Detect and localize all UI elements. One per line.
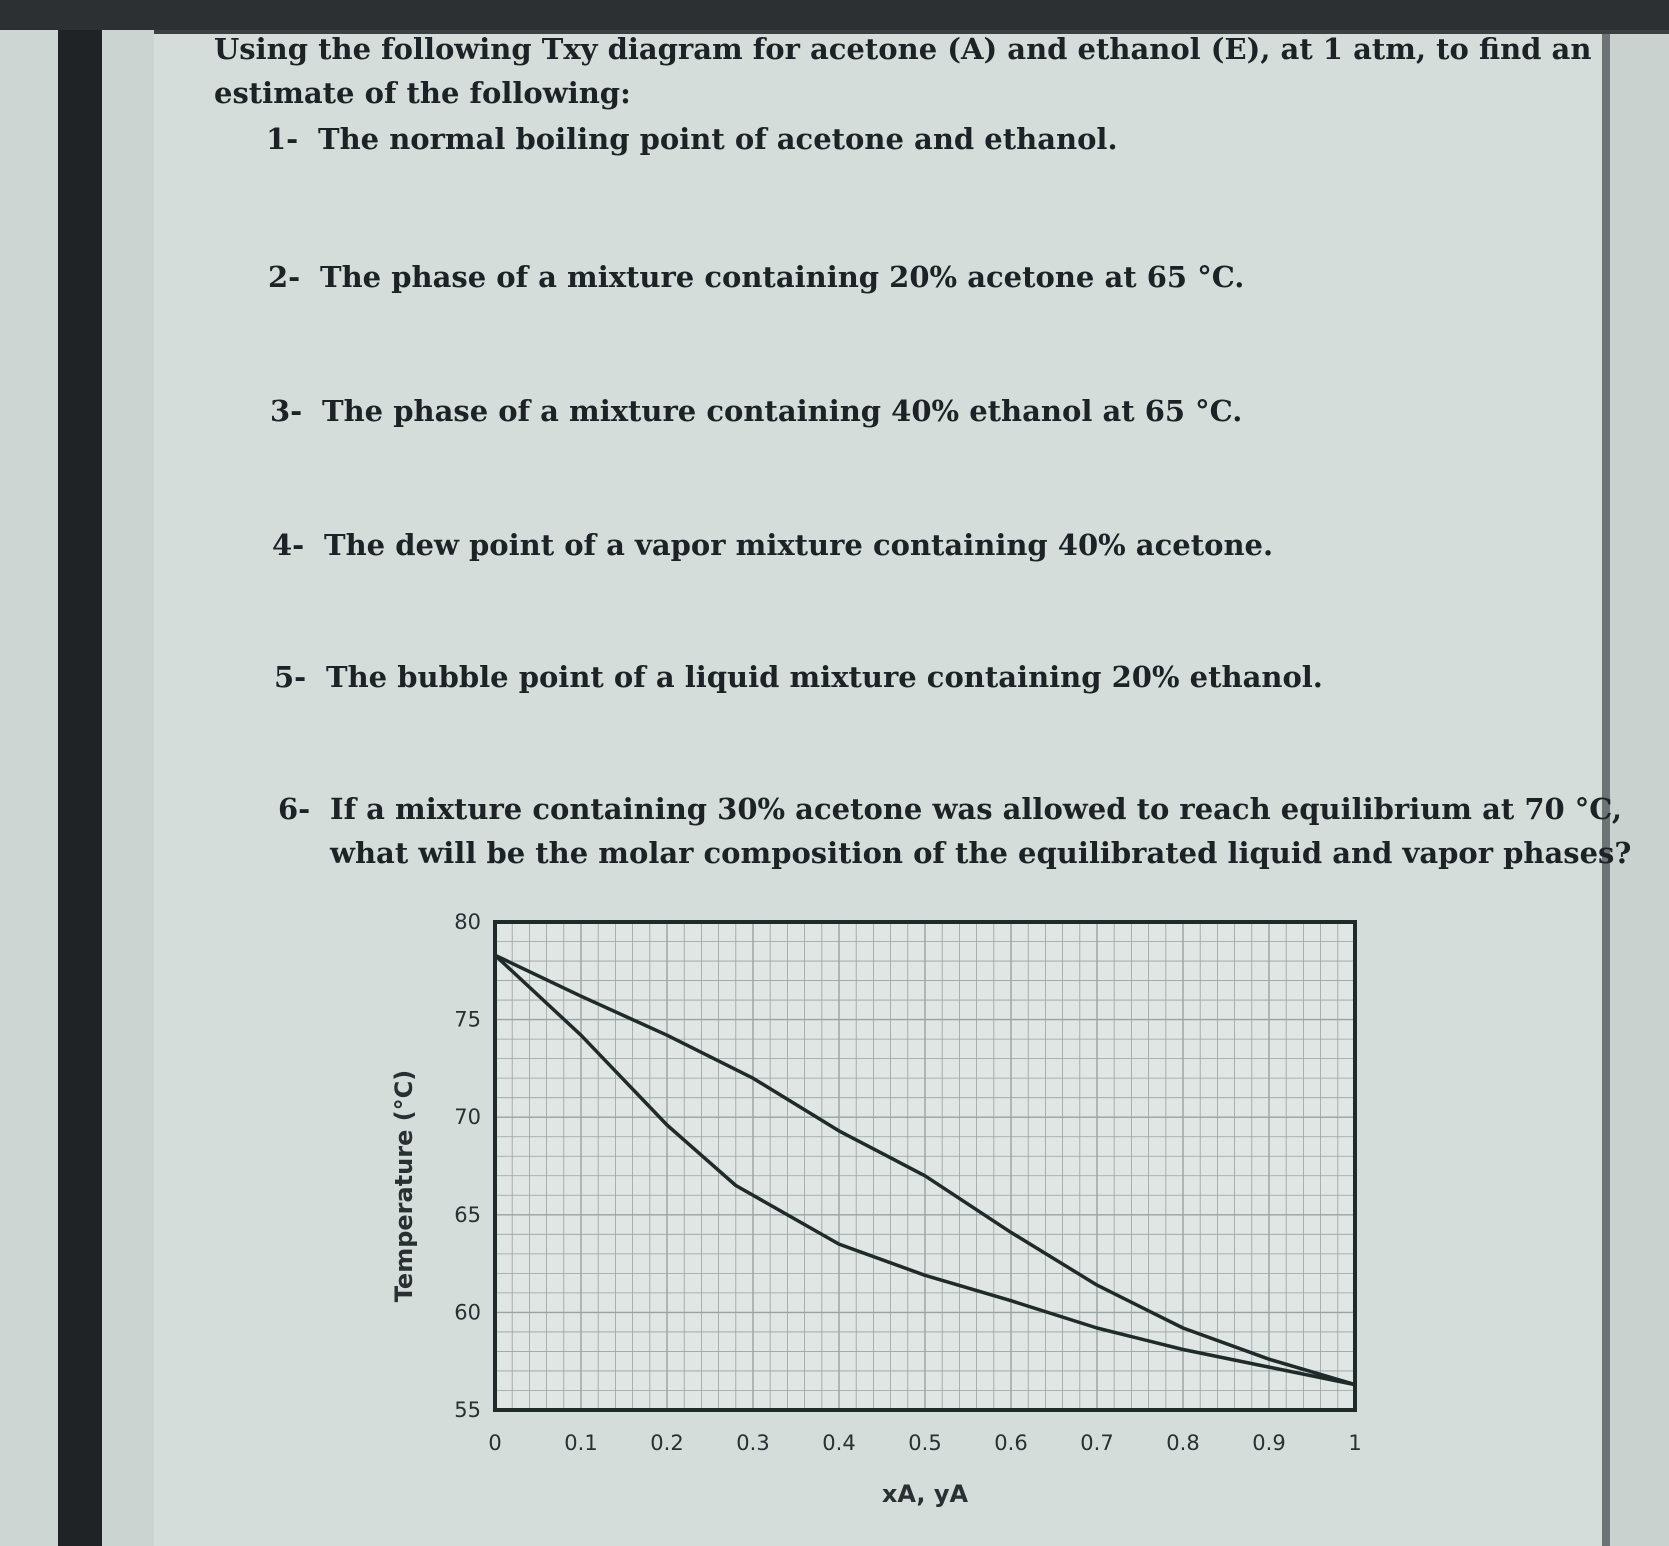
y-tick-label: 65	[454, 1202, 481, 1227]
x-tick-label: 0.5	[908, 1431, 942, 1455]
question-2	[268, 260, 1244, 294]
question-6	[278, 792, 1622, 826]
x-tick-label: 0.9	[1252, 1431, 1286, 1455]
left-margin	[102, 30, 154, 1546]
y-tick-label: 75	[454, 1007, 481, 1032]
question-text: If a mixture containing 30% acetone was allowed to reach equilibrium at 70 °C,	[330, 792, 1622, 826]
question-text: The bubble point of a liquid mixture containing 20% ethanol.	[326, 660, 1323, 694]
intro-line-2: estimate of the following:	[214, 76, 631, 110]
x-tick-label: 0.3	[736, 1431, 770, 1455]
x-tick-label: 0.7	[1080, 1431, 1114, 1455]
question-text: The dew point of a vapor mixture containing 40% acetone.	[324, 528, 1274, 562]
question-3	[270, 394, 1242, 428]
left-dark-bar	[58, 30, 102, 1546]
y-axis-label: Temperature (°C)	[390, 1069, 418, 1303]
y-tick-label: 60	[454, 1300, 481, 1325]
right-window-edge	[1610, 34, 1669, 1546]
x-tick-label: 1	[1348, 1431, 1362, 1455]
question-1	[266, 122, 1118, 156]
question-number: 3-	[270, 394, 303, 428]
monitor-bezel	[0, 0, 1669, 30]
question-6-line-2: what will be the molar composition of the equilibrated liquid and vapor phases?	[330, 836, 1632, 870]
intro-line-1: Using the following Txy diagram for acetone (A) and ethanol (E), at 1 atm, to find an	[214, 32, 1592, 66]
question-number: 1-	[266, 122, 299, 156]
x-tick-label: 0	[488, 1431, 502, 1455]
page-right-border	[1602, 34, 1610, 1546]
x-tick-label: 0.8	[1166, 1431, 1200, 1455]
x-tick-label: 0.6	[994, 1431, 1028, 1455]
question-5	[274, 660, 1323, 694]
x-tick-label: 0.2	[650, 1431, 684, 1455]
left-window-edge	[0, 30, 58, 1546]
question-text: The normal boiling point of acetone and ethanol.	[318, 122, 1118, 156]
txy-chart	[370, 900, 1370, 1520]
x-tick-label: 0.4	[822, 1431, 856, 1455]
x-tick-label: 0.1	[564, 1431, 598, 1455]
y-tick-label: 55	[454, 1398, 481, 1422]
question-number: 5-	[274, 660, 307, 694]
question-number: 4-	[272, 528, 305, 562]
y-tick-label: 80	[454, 910, 481, 934]
y-tick-label: 70	[454, 1105, 481, 1130]
question-text: The phase of a mixture containing 20% acetone at 65 °C.	[320, 260, 1245, 294]
question-number: 6-	[278, 792, 311, 826]
question-number: 2-	[268, 260, 301, 294]
question-4	[272, 528, 1273, 562]
question-text: The phase of a mixture containing 40% ethanol at 65 °C.	[322, 394, 1243, 428]
x-axis-label: xA, yA	[881, 1480, 969, 1508]
